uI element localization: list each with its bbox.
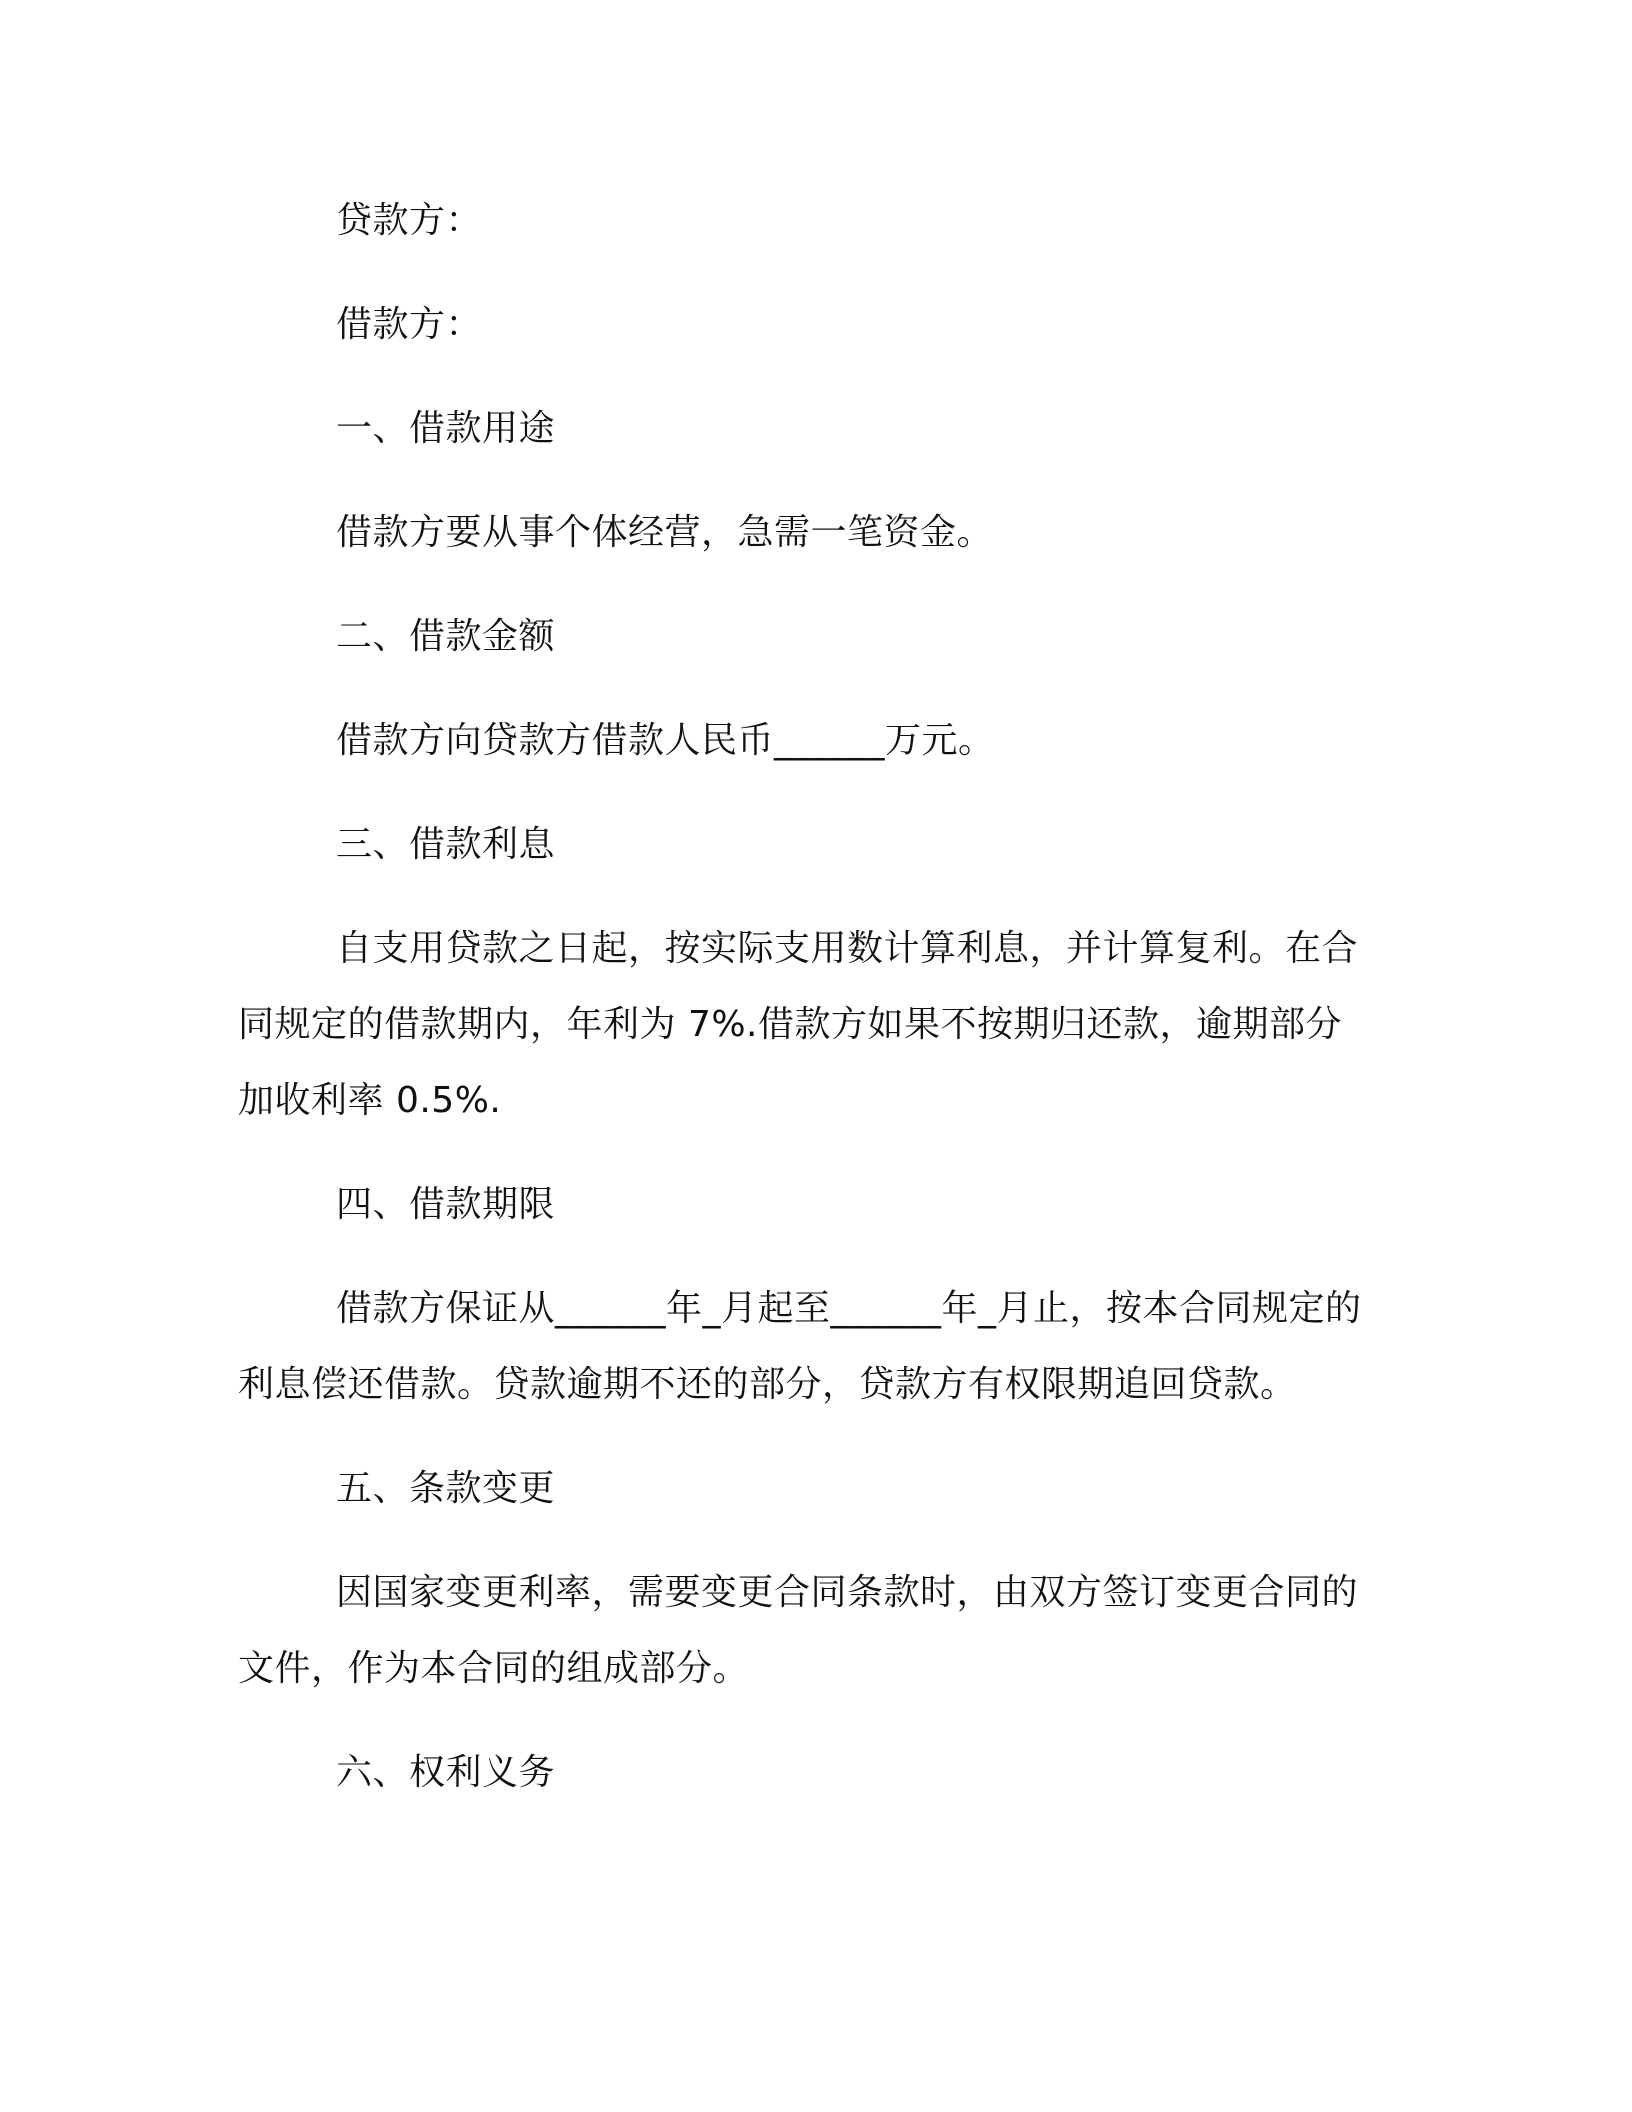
lender-label: 贷款方：	[336, 200, 483, 241]
section-heading-change: 五、条款变更	[336, 1468, 556, 1509]
document-body	[238, 183, 1378, 1839]
section-body-term: 借款方保证从______年_月起至______年_月止，按本合同规定的利息偿还借款。贷款逾期不还的部分，贷款方有权限期追回贷款。	[238, 1288, 1362, 1405]
section-heading-interest: 三、借款利息	[336, 824, 556, 865]
borrower-label: 借款方：	[336, 304, 483, 345]
section-body-amount: 借款方向贷款方借款人民币______万元。	[336, 720, 995, 761]
section-heading-purpose: 一、借款用途	[336, 408, 556, 449]
section-body-interest: 自支用贷款之日起，按实际支用数计算利息，并计算复利。在合同规定的借款期内，年利为 7%.借款方如果不按期归还款，逾期部分加收利率 0.5%.	[238, 928, 1359, 1121]
section-heading-term: 四、借款期限	[336, 1184, 556, 1225]
section-body-purpose: 借款方要从事个体经营，急需一笔资金。	[336, 512, 994, 553]
section-body-change: 因国家变更利率，需要变更合同条款时，由双方签订变更合同的文件，作为本合同的组成部分。	[238, 1572, 1359, 1689]
section-heading-amount: 二、借款金额	[336, 616, 556, 657]
section-heading-rights: 六、权利义务	[336, 1752, 556, 1793]
